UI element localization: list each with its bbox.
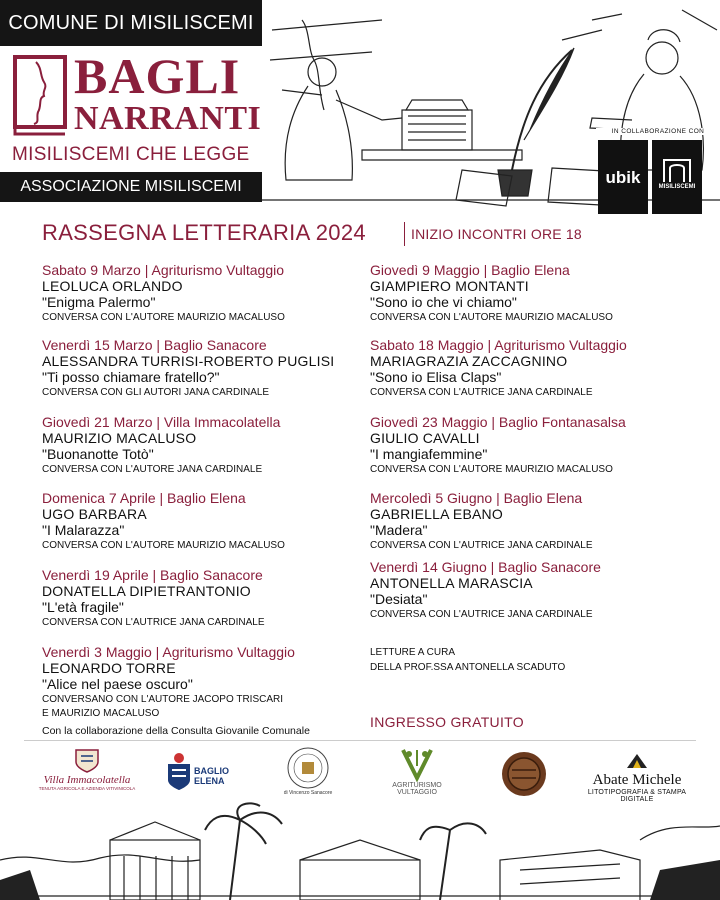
event-book-title: "Madera" xyxy=(370,522,428,538)
event-author: GIAMPIERO MONTANTI xyxy=(370,278,529,294)
villa-label: Villa Immacolatella xyxy=(43,774,131,786)
event-book-title: "Desiata" xyxy=(370,591,428,607)
event-author: LEOLUCA ORLANDO xyxy=(42,278,183,294)
event-moderator: CONVERSA CON L'AUTRICE JANA CARDINALE xyxy=(370,540,593,551)
misiliscemi-logo xyxy=(652,140,702,214)
event-item xyxy=(370,559,690,622)
event-moderator: CONVERSA CON L'AUTRICE JANA CARDINALE xyxy=(370,387,593,398)
event-book-title: "L'età fragile" xyxy=(42,599,124,615)
event-author: ANTONELLA MARASCIA xyxy=(370,575,533,591)
bagli-narranti-logo xyxy=(12,48,262,172)
logo-title-narranti: NARRANTI xyxy=(74,100,262,137)
event-item xyxy=(42,644,362,738)
sanacore-seal-icon xyxy=(286,746,330,790)
sponsor-villa-immacolatella xyxy=(32,746,142,791)
abate-printer-icon xyxy=(625,752,649,770)
event-author: GIULIO CAVALLI xyxy=(370,430,480,446)
sponsor-agriturismo-vultaggio xyxy=(372,746,462,796)
comune-banner: COMUNE DI MISILISCEMI xyxy=(0,0,262,46)
arch-icon xyxy=(652,146,702,186)
event-book-title: "Ti posso chiamare fratello?" xyxy=(42,369,220,385)
event-moderator: CONVERSA CON L'AUTORE MAURIZIO MACALUSO xyxy=(370,312,613,323)
event-moderator-2: E MAURIZIO MACALUSO xyxy=(42,708,160,719)
free-entry-note: INGRESSO GRATUITO xyxy=(370,714,524,730)
event-moderator: CONVERSA CON GLI AUTORI JANA CARDINALE xyxy=(42,387,270,398)
event-moderator: CONVERSA CON L'AUTRICE JANA CARDINALE xyxy=(42,617,265,628)
event-moderator: CONVERSA CON L'AUTORE JANA CARDINALE xyxy=(42,464,263,475)
event-book-title: "Sono io Elisa Claps" xyxy=(370,369,502,385)
collaboration-box xyxy=(596,128,720,216)
event-moderator: CONVERSA CON L'AUTORE MAURIZIO MACALUSO xyxy=(42,540,285,551)
start-time-note: INIZIO INCONTRI ORE 18 xyxy=(411,226,582,242)
event-date-venue: Venerdì 19 Aprile | Baglio Sanacore xyxy=(42,567,263,583)
logo-subtitle: MISILISCEMI CHE LEGGE xyxy=(12,144,250,165)
event-author: ALESSANDRA TURRISI-ROBERTO PUGLISI xyxy=(42,353,335,369)
event-author: MAURIZIO MACALUSO xyxy=(42,430,197,446)
collab-label: IN COLLABORAZIONE CON xyxy=(596,128,720,135)
villa-crest-icon xyxy=(72,746,102,774)
event-item xyxy=(370,337,690,400)
event-date-venue: Giovedì 23 Maggio | Baglio Fontanasalsa xyxy=(370,414,626,430)
event-item xyxy=(370,262,690,325)
event-book-title: "Enigma Palermo" xyxy=(42,294,156,310)
barrel-badge-icon xyxy=(500,750,548,798)
sanacore-label: di Vincenzo Sanacore xyxy=(283,790,333,796)
event-item xyxy=(370,414,690,477)
event-book-title: "Sono io che vi chiamo" xyxy=(370,294,517,310)
event-book-title: "I Malarazza" xyxy=(42,522,125,538)
event-author: DONATELLA DIPIETRANTONIO xyxy=(42,583,251,599)
vultaggio-vine-icon xyxy=(397,746,437,782)
ubik-logo-text: ubik xyxy=(605,168,641,187)
event-item xyxy=(42,262,362,325)
event-item xyxy=(42,337,362,400)
villa-tagline: TENUTA AGRICOLA E AZIENDA VITIVINICOLA xyxy=(38,786,136,791)
vultaggio-label: AGRITURISMO VULTAGGIO xyxy=(392,782,442,796)
rassegna-title: RASSEGNA LETTERARIA 2024 xyxy=(42,220,366,245)
abate-label: Abate Michele xyxy=(592,772,682,788)
ubik-logo xyxy=(598,140,648,214)
event-author: LEONARDO TORRE xyxy=(42,660,176,676)
event-date-venue: Venerdì 14 Giugno | Baglio Sanacore xyxy=(370,559,601,575)
event-book-title: "I mangiafemmine" xyxy=(370,446,488,462)
event-item xyxy=(42,414,362,477)
event-date-venue: Mercoledì 5 Giugno | Baglio Elena xyxy=(370,490,583,506)
event-date-venue: Venerdì 3 Maggio | Agriturismo Vultaggio xyxy=(42,644,295,660)
readings-line-1: LETTURE A CURA xyxy=(370,647,456,658)
event-date-venue: Sabato 9 Marzo | Agriturismo Vultaggio xyxy=(42,262,285,278)
event-collaboration-note: Con la collaborazione della Consulta Giovanile Comunale xyxy=(42,725,310,737)
event-book-title: "Buonanotte Totò" xyxy=(42,446,154,462)
event-item xyxy=(42,567,362,630)
event-date-venue: Giovedì 21 Marzo | Villa Immacolatella xyxy=(42,414,281,430)
event-author: MARIAGRAZIA ZACCAGNINO xyxy=(370,353,568,369)
logo-title-bagli: BAGLI xyxy=(74,48,241,104)
event-date-venue: Giovedì 9 Maggio | Baglio Elena xyxy=(370,262,570,278)
abate-tagline: LITOTIPOGRAFIA & STAMPA DIGITALE xyxy=(587,789,687,803)
baglio-label-2: ELENA xyxy=(194,776,225,786)
event-moderator: CONVERSA CON L'AUTRICE JANA CARDINALE xyxy=(370,609,593,620)
event-item xyxy=(42,490,362,553)
readings-line-2: DELLA PROF.SSA ANTONELLA SCADUTO xyxy=(370,662,566,673)
associazione-banner: ASSOCIAZIONE MISILISCEMI xyxy=(0,172,262,202)
event-moderator: CONVERSANO CON L'AUTORE JACOPO TRISCARI xyxy=(42,694,284,705)
event-item xyxy=(370,490,690,553)
sponsor-divider xyxy=(24,740,696,741)
event-date-venue: Venerdì 15 Marzo | Baglio Sanacore xyxy=(42,337,267,353)
title-separator xyxy=(404,222,405,246)
baglio-crest-icon xyxy=(166,752,192,792)
event-date-venue: Domenica 7 Aprile | Baglio Elena xyxy=(42,490,246,506)
book-profile-icon xyxy=(12,54,68,138)
sponsor-agriturismo-sanacore xyxy=(278,746,338,796)
event-author: GABRIELLA EBANO xyxy=(370,506,503,522)
sponsor-abate-michele xyxy=(582,752,692,803)
readings-note xyxy=(370,645,565,675)
event-date-venue: Sabato 18 Maggio | Agriturismo Vultaggio xyxy=(370,337,627,353)
bottom-landscape-illustration xyxy=(0,800,720,900)
baglio-label-1: BAGLIO xyxy=(194,766,229,776)
event-author: UGO BARBARA xyxy=(42,506,147,522)
event-book-title: "Alice nel paese oscuro" xyxy=(42,676,193,692)
event-moderator: CONVERSA CON L'AUTORE MAURIZIO MACALUSO xyxy=(42,312,285,323)
event-moderator: CONVERSA CON L'AUTORE MAURIZIO MACALUSO xyxy=(370,464,613,475)
misiliscemi-logo-text: MISILISCEMI xyxy=(658,184,696,190)
